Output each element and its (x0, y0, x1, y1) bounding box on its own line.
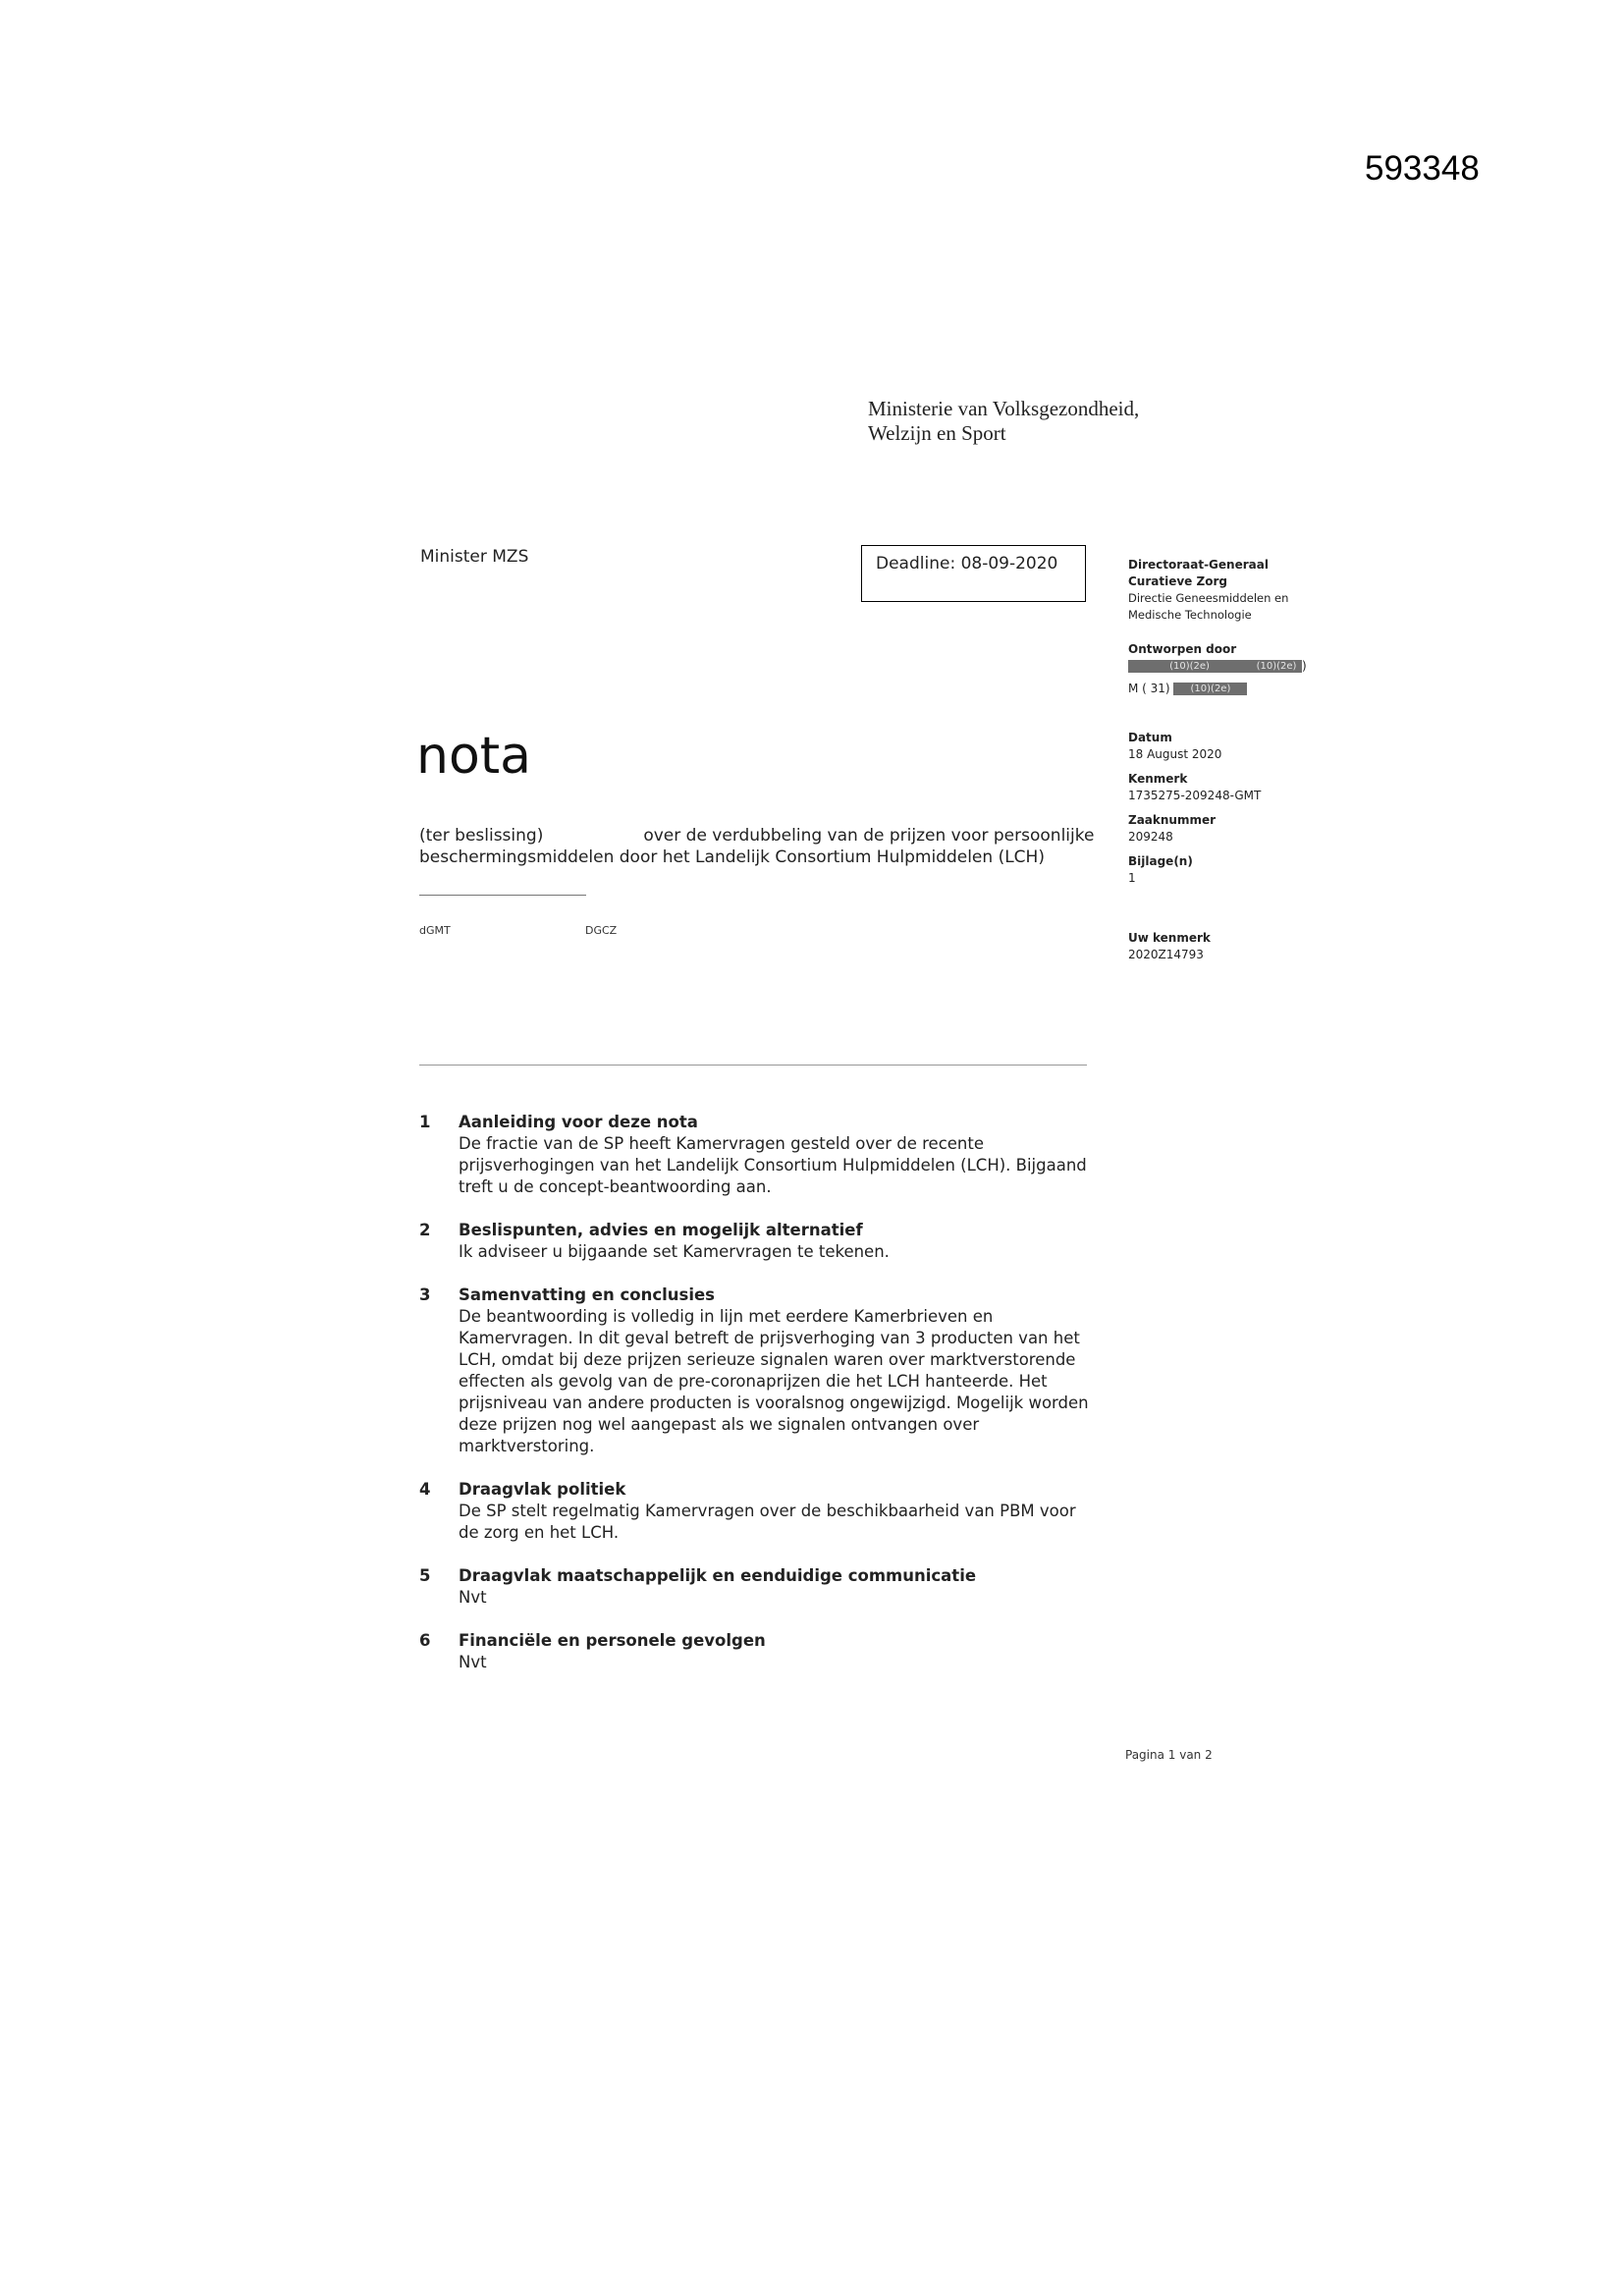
section-line: Nvt (459, 1588, 487, 1607)
section-line: treft u de concept-beantwoording aan. (459, 1177, 772, 1196)
section-line: Ik adviseer u bijgaande set Kamervragen te tekenen. (459, 1242, 890, 1261)
section-heading: Beslispunten, advies en mogelijk alternatief (459, 1221, 863, 1239)
ontworpen-redactions (1128, 658, 1325, 675)
redaction-block: (10)(2e) (1173, 683, 1247, 695)
redaction-block: (10)(2e) (1251, 660, 1302, 673)
deadline-box (861, 545, 1086, 602)
page-footer: Pagina 1 van 2 (1125, 1748, 1213, 1762)
section-line: prijsniveau van andere producten is vooralsnog ongewijzigd. Mogelijk worden (459, 1394, 1089, 1412)
addressee: Minister MZS (420, 547, 529, 567)
section (419, 1479, 1126, 1544)
closing-paren: ) (1302, 659, 1307, 673)
subject-prefix: (ter beslissing) (419, 826, 544, 846)
dg-line-2: Curatieve Zorg (1128, 574, 1227, 588)
directie-line-1: Directie Geneesmiddelen en (1128, 591, 1289, 605)
section-number: 2 (419, 1221, 431, 1239)
uw-kenmerk-value: 2020Z14793 (1128, 948, 1204, 961)
sections (419, 1112, 1126, 1695)
document-sidebar (1128, 557, 1325, 963)
bijlage-value: 1 (1128, 871, 1136, 885)
subject-line-1-rest: over de verdubbeling van de prijzen voor persoonlijke (643, 826, 1095, 846)
kenmerk-value: 1735275-209248-GMT (1128, 789, 1262, 802)
section-number: 6 (419, 1631, 431, 1650)
directie-line-2: Medische Technologie (1128, 608, 1252, 622)
subject (419, 825, 1107, 868)
section-body (459, 1501, 1126, 1544)
section-body (459, 1241, 1126, 1263)
section-line: marktverstoring. (459, 1437, 595, 1455)
subject-line-2: beschermingsmiddelen door het Landelijk Consortium Hulpmiddelen (LCH) (419, 847, 1045, 867)
section-line: De beantwoording is volledig in lijn met eerdere Kamerbrieven en (459, 1307, 994, 1326)
datum-label: Datum (1128, 731, 1172, 744)
section-line: de zorg en het LCH. (459, 1523, 620, 1542)
deadline-text: Deadline: 08-09-2020 (876, 554, 1058, 574)
section (419, 1112, 1126, 1198)
section-number: 4 (419, 1480, 431, 1499)
section (419, 1565, 1126, 1609)
datum-value: 18 August 2020 (1128, 747, 1222, 761)
ontworpen-label: Ontworpen door (1128, 642, 1237, 656)
section-divider (419, 1065, 1087, 1066)
section-line: effecten als gevolg van de pre-coronaprijzen die het LCH hanteerde. Het (459, 1372, 1048, 1391)
section-line: Kamervragen. In dit geval betreft de prijsverhoging van 3 producten van het (459, 1329, 1080, 1347)
uw-kenmerk-label: Uw kenmerk (1128, 931, 1211, 945)
zaaknummer-value: 209248 (1128, 830, 1173, 844)
section-heading: Draagvlak maatschappelijk en eenduidige communicatie (459, 1566, 977, 1585)
section-heading: Financiële en personele gevolgen (459, 1631, 766, 1650)
section-line: prijsverhogingen van het Landelijk Consortium Hulpmiddelen (LCH). Bijgaand (459, 1156, 1087, 1175)
document-number: 593348 (1365, 149, 1480, 188)
section-heading: Draagvlak politiek (459, 1480, 626, 1499)
ministry-line-1: Ministerie van Volksgezondheid, (868, 397, 1140, 420)
paraaf-divider (419, 895, 586, 896)
section-number: 5 (419, 1566, 431, 1585)
section (419, 1285, 1126, 1457)
section-heading: Aanleiding voor deze nota (459, 1113, 698, 1131)
ministry-line-2: Welzijn en Sport (868, 421, 1006, 445)
subject-line-1 (419, 825, 1107, 847)
section-body (459, 1133, 1126, 1198)
section-line: Nvt (459, 1653, 487, 1671)
section-line: LCH, omdat bij deze prijzen serieuze signalen waren over marktverstorende (459, 1350, 1076, 1369)
section-number: 3 (419, 1285, 431, 1304)
paraaf-dgmt: dGMT (419, 924, 451, 937)
document-title: nota (416, 727, 532, 786)
section-heading: Samenvatting en conclusies (459, 1285, 715, 1304)
bijlage-label: Bijlage(n) (1128, 854, 1193, 868)
section-body (459, 1652, 1126, 1673)
zaaknummer-label: Zaaknummer (1128, 813, 1217, 827)
ministry-name (868, 397, 1139, 446)
section-line: deze prijzen nog wel aangepast als we signalen ontvangen over (459, 1415, 980, 1434)
dg-line-1: Directoraat-Generaal (1128, 558, 1269, 572)
section-number: 1 (419, 1113, 431, 1131)
paraaf-dgcz: DGCZ (585, 924, 618, 937)
section (419, 1220, 1126, 1263)
section (419, 1630, 1126, 1673)
redaction-block: (10)(2e) (1128, 660, 1251, 673)
kenmerk-label: Kenmerk (1128, 772, 1188, 786)
section-body (459, 1587, 1126, 1609)
section-body (459, 1306, 1126, 1457)
section-line: De SP stelt regelmatig Kamervragen over de beschikbaarheid van PBM voor (459, 1502, 1076, 1520)
m-line (1128, 681, 1325, 697)
m-prefix: M ( 31) (1128, 682, 1170, 695)
section-line: De fractie van de SP heeft Kamervragen gesteld over de recente (459, 1134, 985, 1153)
